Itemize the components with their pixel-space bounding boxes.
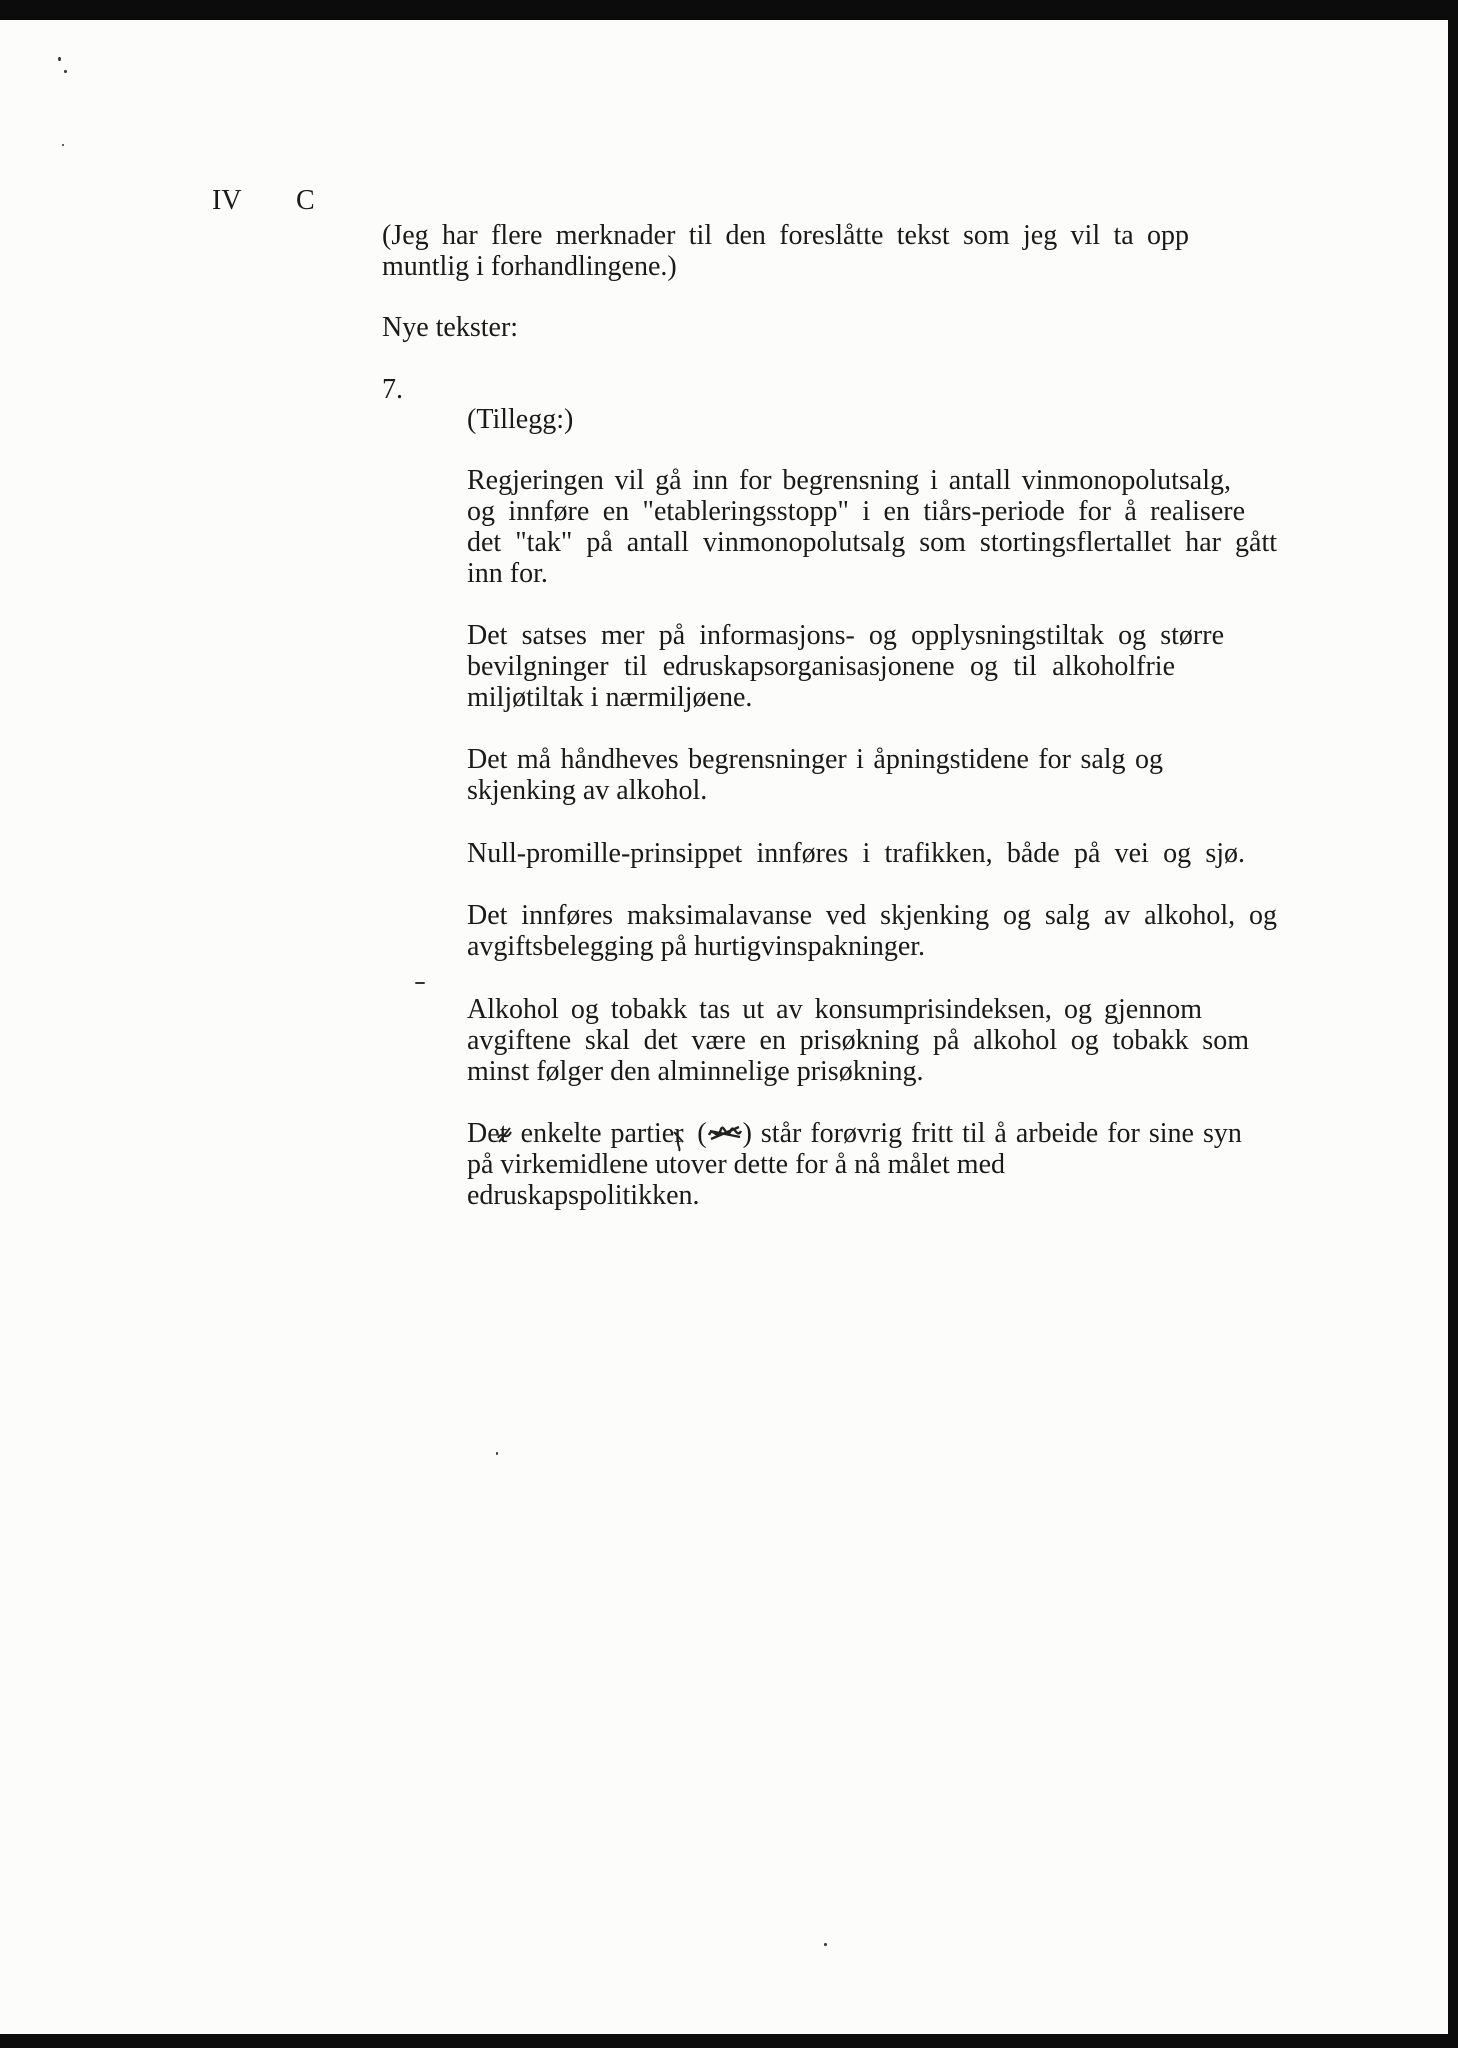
paragraph-line: miljøtiltak i nærmiljøene.: [467, 682, 753, 713]
intro-paragraph: [382, 220, 1189, 282]
paragraph-line: og innføre en "etableringsstopp" i en tiårs-periode for å realisere: [467, 496, 1245, 527]
scan-speck: [496, 1452, 498, 1455]
paragraph-line: Det innføres maksimalavanse ved skjenking og salg av alkohol, og: [467, 900, 1277, 931]
body-paragraph: [467, 994, 1249, 1087]
scan-speck: [62, 144, 64, 146]
body-paragraph: [467, 744, 1163, 806]
paragraph-line: avgiftene skal det være en prisøkning på alkohol og tobakk som: [467, 1025, 1249, 1056]
scan-speck: [415, 982, 425, 984]
document-page: [0, 20, 1448, 2034]
paragraph-line: det "tak" på antall vinmonopolutsalg som stortingsflertallet har gått: [467, 527, 1277, 558]
addition-label: (Tillegg:): [467, 404, 574, 435]
handwritten-insertion: r: [674, 1118, 688, 1149]
scan-speck: [58, 57, 61, 61]
intro-line: (Jeg har flere merknader til den foreslåtte tekst som jeg vil ta opp: [382, 220, 1189, 251]
paragraph-line: Alkohol og tobakk tas ut av konsumprisindeksen, og gjennom: [467, 994, 1202, 1025]
paragraph-line: Regjeringen vil gå inn for begrensning i antall vinmonopolutsalg,: [467, 465, 1231, 496]
body-paragraph: [467, 900, 1277, 962]
item-number: 7.: [382, 374, 403, 405]
body-paragraph: [467, 620, 1224, 713]
text-segment: enkelte partie: [511, 1118, 675, 1149]
paragraph-line: minst følger den alminnelige prisøkning.: [467, 1056, 924, 1087]
paragraph-line: Det satses mer på informasjons- og opplysningstiltak og større: [467, 620, 1224, 651]
paragraph-line: edruskapspolitikken.: [467, 1180, 700, 1211]
scan-speck: [824, 1943, 827, 1946]
paragraph-line: [467, 1118, 1287, 1149]
strike-scribble-icon: [497, 1124, 513, 1146]
section-letter: C: [296, 185, 315, 216]
insertion-mark-icon: [672, 1126, 686, 1152]
paragraph-line: bevilgninger til edruskapsorganisasjonene og til alkoholfrie: [467, 651, 1175, 682]
paragraph-line: avgiftsbelegging på hurtigvinspakninger.: [467, 931, 926, 962]
text-segment: De: [467, 1118, 500, 1149]
paragraph-line: Null-promille-prinsippet innføres i trafikken, både på vei og sjø.: [467, 838, 1245, 869]
intro-line: muntlig i forhandlingene.): [382, 251, 677, 282]
section-roman-numeral: IV: [212, 185, 242, 216]
handwritten-strike: t: [500, 1118, 512, 1149]
closing-paragraph: [467, 1118, 1287, 1211]
scan-speck: [64, 70, 67, 73]
crossed-out-scribble-icon: [707, 1121, 743, 1147]
paragraph-line: inn for.: [467, 558, 548, 589]
new-texts-label: Nye tekster:: [382, 312, 519, 343]
body-paragraph: [467, 465, 1277, 589]
paragraph-line: skjenking av alkohol.: [467, 775, 708, 806]
text-segment: ) står forøvrig fritt til å arbeide for sine syn: [742, 1118, 1242, 1149]
paragraph-line: Det må håndheves begrensninger i åpningstidene for salg og: [467, 744, 1163, 775]
text-segment: (: [688, 1118, 707, 1149]
crossed-out-word: [707, 1121, 743, 1147]
paragraph-line: på virkemidlene utover dette for å nå målet med: [467, 1149, 1006, 1180]
body-paragraph: [467, 838, 1245, 869]
